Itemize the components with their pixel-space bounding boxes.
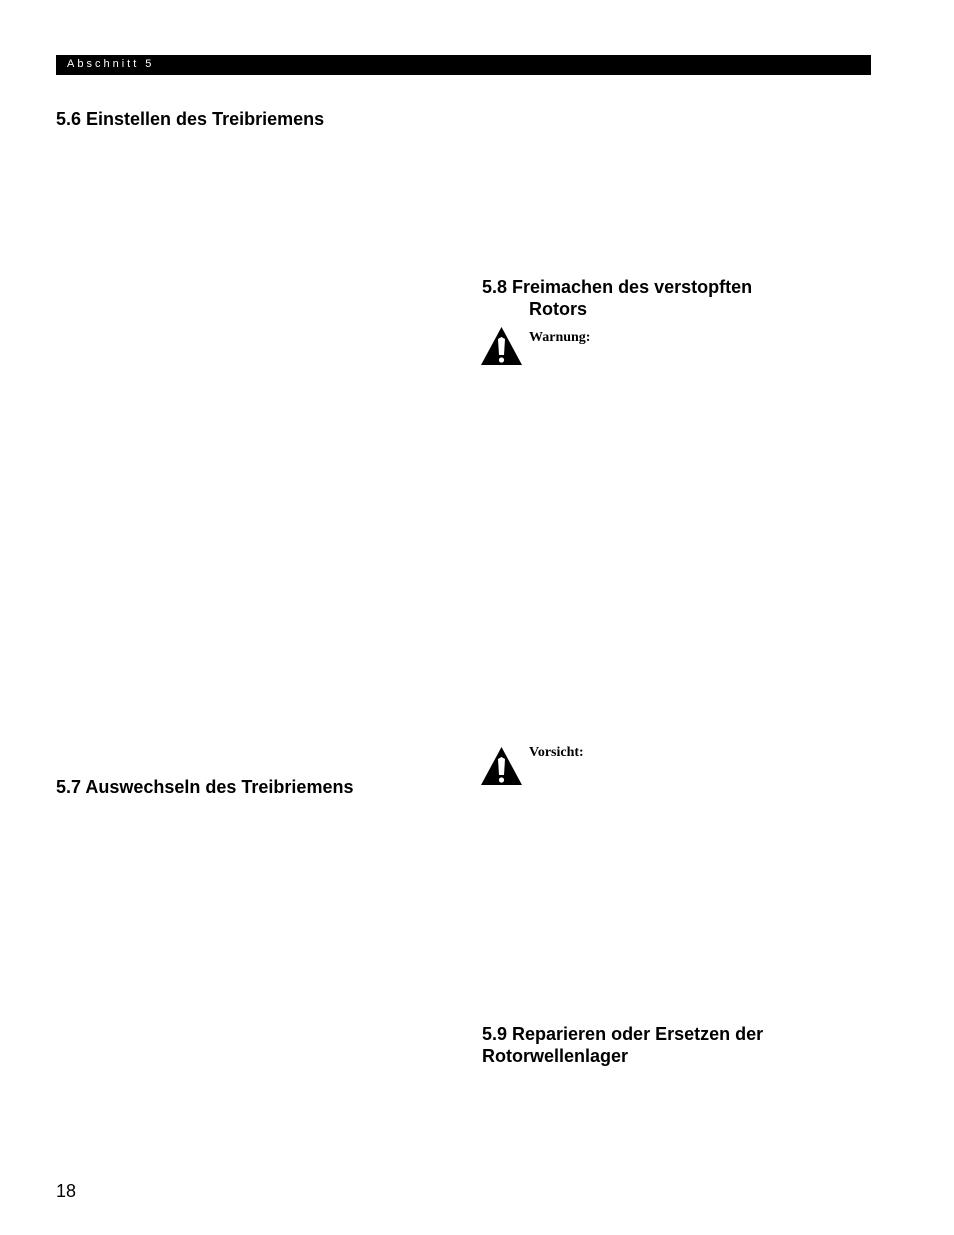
- heading-5-8-line2: Rotors: [529, 299, 587, 319]
- heading-5-8: [482, 276, 752, 320]
- warning-triangle-icon: [480, 326, 523, 366]
- heading-5-7-text: 5.7 Auswechseln des Treibriemens: [56, 777, 354, 797]
- heading-5-7: [56, 776, 353, 798]
- warning-notice: [480, 322, 880, 367]
- caution-notice-label: Vorsicht:: [529, 745, 584, 760]
- caution-triangle-icon: [480, 746, 523, 786]
- caution-notice: [480, 742, 880, 787]
- heading-5-9-line2: Rotorwellenlager: [482, 1046, 629, 1066]
- page-number: 18: [56, 1181, 77, 1201]
- heading-5-9: [482, 1023, 763, 1067]
- heading-5-8-line1: 5.8 Freimachen des verstopften: [482, 277, 753, 297]
- heading-5-6-text: 5.6 Einstellen des Treibriemens: [56, 109, 325, 129]
- section-header-label: Abschnitt 5: [67, 58, 155, 70]
- heading-5-9-line1: 5.9 Reparieren oder Ersetzen der: [482, 1024, 764, 1044]
- warning-notice-label: Warnung:: [529, 330, 591, 345]
- section-header-bar: [56, 55, 871, 75]
- heading-5-6: [56, 108, 324, 130]
